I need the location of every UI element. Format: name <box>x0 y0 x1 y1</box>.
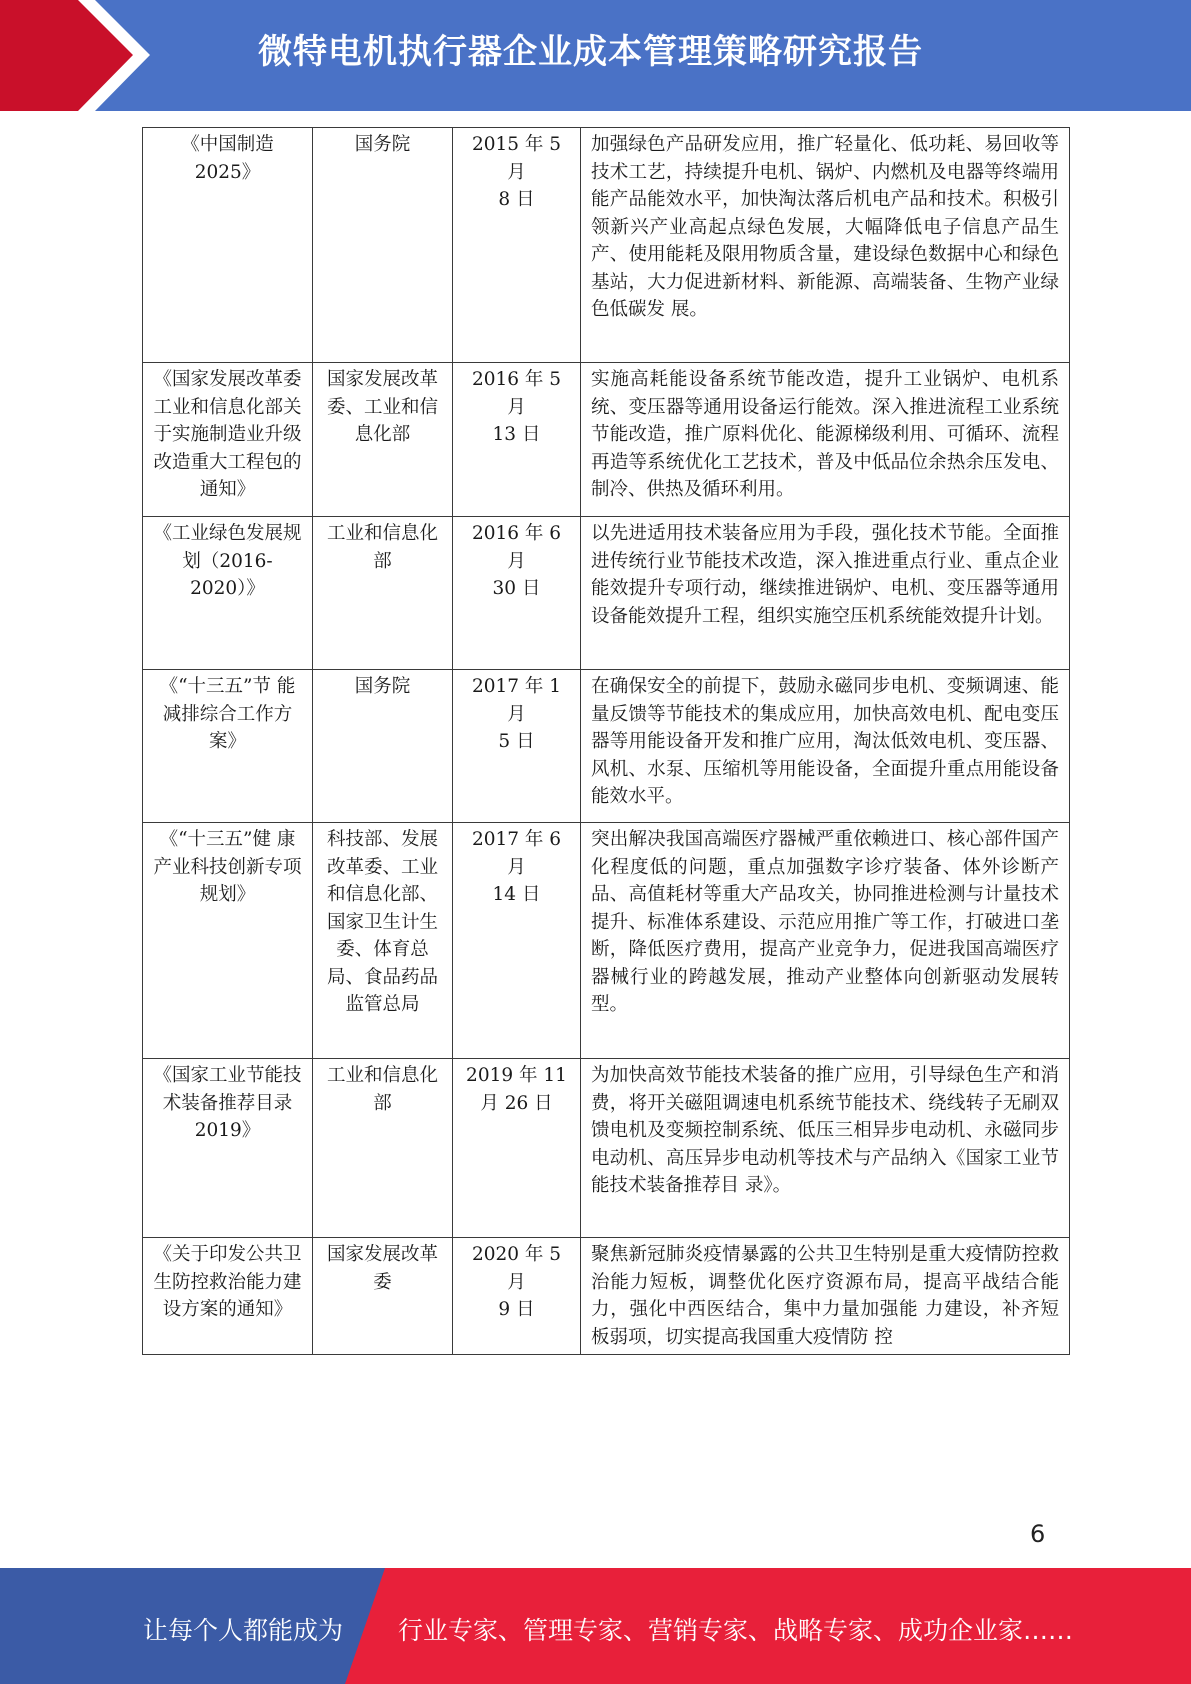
issuer-cell: 国务院 <box>313 670 453 823</box>
table-row <box>143 363 1070 517</box>
issuer-cell: 国务院 <box>313 128 453 363</box>
policy-name-cell: 《“十三五”健 康产业科技创新专项规划》 <box>143 823 313 1059</box>
content-cell: 突出解决我国高端医疗器械严重依赖进口、核心部件国产化程度低的问题，重点加强数字诊疗装备、体外诊断产品、高值耗材等重大产品攻关，协同推进检测与计量技术提升、标准体系建设、示范应用推广等工作，打破进口垄断，降低医疗费用，提高产业竞争力，促进我国高端医疗器械行业的跨越发展，推动产业整体向创新驱动发展转型。 <box>581 823 1070 1059</box>
policy-name-cell: 《关于印发公共卫生防控救治能力建设方案的通知》 <box>143 1238 313 1355</box>
header-arrow-icon <box>0 0 150 111</box>
table-row <box>143 1059 1070 1238</box>
content-cell: 为加快高效节能技术装备的推广应用，引导绿色生产和消费，将开关磁阻调速电机系统节能技术、绕线转子无刷双馈电机及变频控制系统、低压三相异步电动机、永磁同步电动机、高压异步电动机等技术与产品纳入《国家工业节能技术装备推荐目 录》。 <box>581 1059 1070 1238</box>
content-cell: 在确保安全的前提下，鼓励永磁同步电机、变频调速、能量反馈等节能技术的集成应用，加快高效电机、配电变压器等用能设备开发和推广应用，淘汰低效电机、变压器、风机、水泵、压缩机等用能设备，全面提升重点用能设备能效水平。 <box>581 670 1070 823</box>
table-row <box>143 823 1070 1059</box>
content-cell: 以先进适用技术装备应用为手段，强化技术节能。全面推进传统行业节能技术改造，深入推进重点行业、重点企业能效提升专项行动，继续推进锅炉、电机、变压器等通用设备能效提升工程，组织实施空压机系统能效提升计划。 <box>581 517 1070 670</box>
page-number: 6 <box>1030 1520 1046 1548</box>
issuer-cell: 科技部、发展改革委、工业和信息化部、国家卫生计生委、体育总局、食品药品监管总局 <box>313 823 453 1059</box>
report-title: 微特电机执行器企业成本管理策略研究报告 <box>258 32 923 72</box>
date-cell: 2016 年 5 月 13 日 <box>453 363 581 517</box>
issuer-cell: 工业和信息化部 <box>313 1059 453 1238</box>
date-cell: 2020 年 5 月 9 日 <box>453 1238 581 1355</box>
issuer-cell: 工业和信息化部 <box>313 517 453 670</box>
page-header <box>0 0 1191 111</box>
table-row <box>143 128 1070 363</box>
date-cell: 2019 年 11 月 26 日 <box>453 1059 581 1238</box>
footer-slogan-right: 行业专家、管理专家、营销专家、战略专家、成功企业家…… <box>398 1616 1074 1645</box>
date-cell: 2017 年 1 月 5 日 <box>453 670 581 823</box>
table-row <box>143 670 1070 823</box>
content-cell: 聚焦新冠肺炎疫情暴露的公共卫生特别是重大疫情防控救治能力短板，调整优化医疗资源布局，提高平战结合能力，强化中西医结合，集中力量加强能 力建设，补齐短板弱项，切实提高我国重大疫情防 控 <box>581 1238 1070 1355</box>
table-row <box>143 517 1070 670</box>
content-cell: 实施高耗能设备系统节能改造，提升工业锅炉、电机系统、变压器等通用设备运行能效。深入推进流程工业系统节能改造，推广原料优化、能源梯级利用、可循环、流程再造等系统优化工艺技术，普及中低品位余热余压发电、制冷、供热及循环利用。 <box>581 363 1070 517</box>
policy-table <box>142 127 1070 1355</box>
date-cell: 2016 年 6 月 30 日 <box>453 517 581 670</box>
content-cell: 加强绿色产品研发应用，推广轻量化、低功耗、易回收等技术工艺，持续提升电机、锅炉、内燃机及电器等终端用能产品能效水平，加快淘汰落后机电产品和技术。积极引领新兴产业高起点绿色发展，大幅降低电子信息产品生产、使用能耗及限用物质含量，建设绿色数据中心和绿色基站，大力促进新材料、新能源、高端装备、生物产业绿色低碳发 展。 <box>581 128 1070 363</box>
issuer-cell: 国家发展改革委 <box>313 1238 453 1355</box>
date-cell: 2015 年 5 月 8 日 <box>453 128 581 363</box>
policy-name-cell: 《中国制造 2025》 <box>143 128 313 363</box>
date-cell: 2017 年 6 月 14 日 <box>453 823 581 1059</box>
table-row <box>143 1238 1070 1355</box>
policy-name-cell: 《国家发展改革委工业和信息化部关于实施制造业升级改造重大工程包的通知》 <box>143 363 313 517</box>
footer-slogan-left: 让每个人都能成为 <box>143 1616 344 1645</box>
policy-name-cell: 《国家工业节能技术装备推荐目录 2019》 <box>143 1059 313 1238</box>
policy-name-cell: 《工业绿色发展规划（2016-2020）》 <box>143 517 313 670</box>
policy-name-cell: 《“十三五”节 能减排综合工作方案》 <box>143 670 313 823</box>
issuer-cell: 国家发展改革委、工业和信息化部 <box>313 363 453 517</box>
page-footer <box>0 1568 1191 1684</box>
